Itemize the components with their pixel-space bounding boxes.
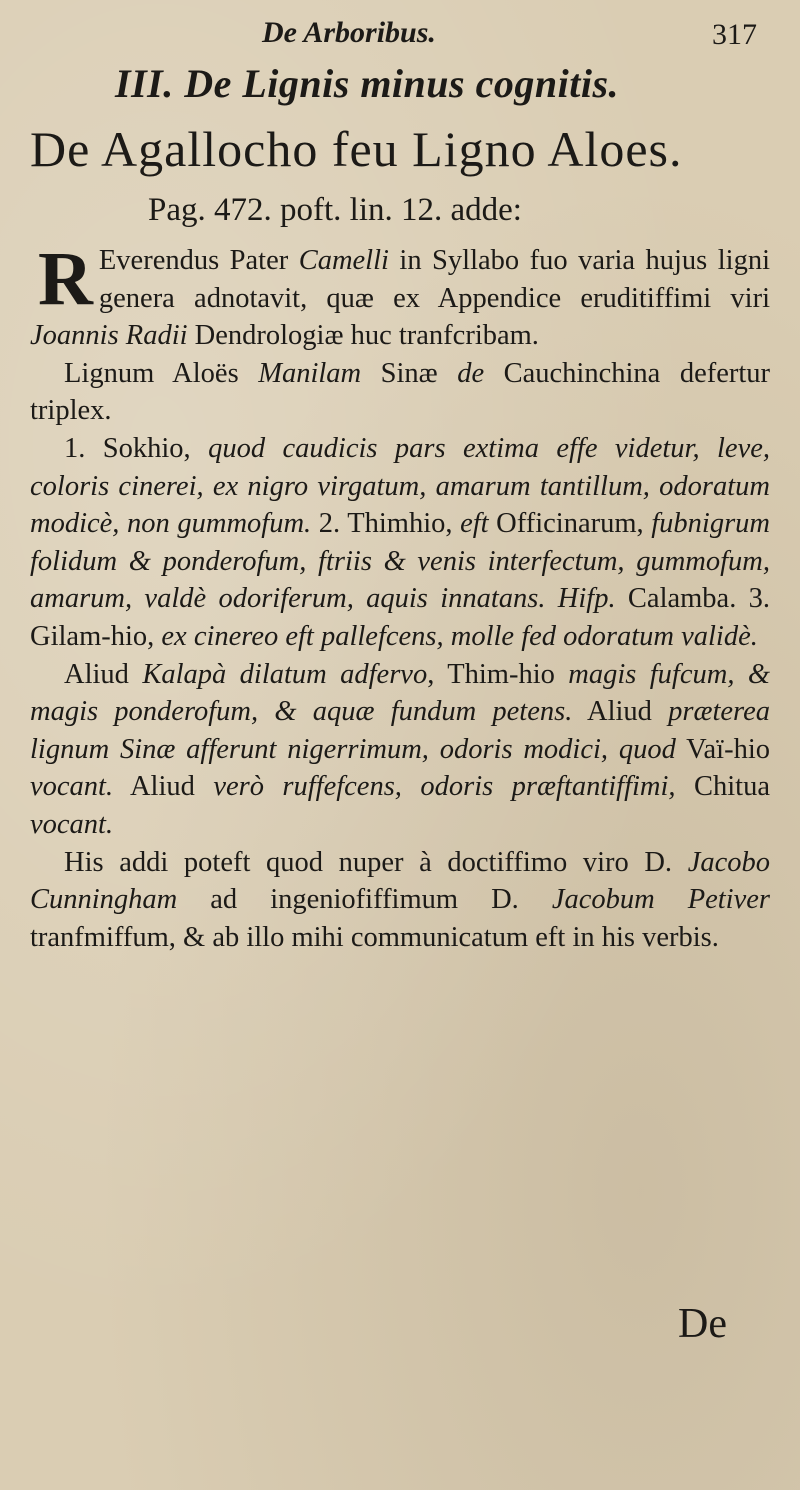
paragraph-5: [30, 844, 770, 957]
paragraph-1: [30, 237, 770, 355]
catchword: De: [678, 1301, 727, 1347]
body-text: [30, 237, 771, 956]
text-span: Vaï-hio: [675, 733, 771, 765]
text-span-italic: fubnigrum folidum & ponderofum, ftriis & venis interfectum, gummofum, amarum, valdè odoriferum, aquis innatans. Hifp.: [30, 508, 771, 615]
page-header: [0, 10, 800, 50]
text-span: 1. Sokhio,: [64, 432, 209, 464]
text-span: Sinæ: [361, 357, 458, 389]
running-head: De Arboribus.: [262, 16, 436, 49]
paragraph-4: [30, 656, 770, 844]
text-span: Dendrologiæ huc tranfcribam.: [187, 320, 539, 352]
text-span: tranfmiffum, & ab illo mihi communicatum eft in his verbis.: [30, 921, 719, 953]
text-span: Calamba. 3. Gilam-hio,: [30, 583, 771, 652]
text-span: Aliud: [572, 696, 669, 728]
text-span: Lignum Aloës: [64, 357, 259, 389]
text-span: in Syllabo fuo varia hujus ligni genera adnotavit, quæ ex Appendice eruditiffimi viri: [98, 245, 770, 314]
text-span-italic: Kalapà dilatum adfervo: [142, 658, 428, 690]
chapter-title: De Agallocho feu Ligno Aloes.: [30, 121, 683, 177]
section-heading: III. De Lignis minus cognitis.: [115, 61, 620, 106]
text-span: , Thim-hio: [427, 658, 569, 690]
text-span-italic: vocant.: [30, 771, 114, 803]
text-span: 2. Thimhio,: [311, 508, 461, 540]
text-span: ad ingeniofiffimum D.: [177, 884, 552, 916]
text-span: His addi poteft quod nuper à doctiffimo viro D.: [64, 846, 688, 878]
text-span-italic: ex cinereo eft pallefcens, molle fed odoratum validè.: [161, 620, 758, 652]
page-number: 317: [712, 18, 757, 51]
text-span-italic: quod caudicis pars extima effe videtur, leve, coloris cinerei, ex nigro virgatum, amarum tantillum, odoratum modicè, non gummofum.: [30, 432, 770, 540]
text-span-italic: præterea lignum Sinæ afferunt nigerrimum, odoris modici, quod: [30, 696, 770, 765]
text-span: Everendus Pater: [98, 245, 299, 276]
drop-cap: R: [38, 237, 93, 321]
text-span-italic: vocant.: [30, 808, 114, 840]
text-span: Chitua: [675, 771, 770, 803]
text-span: Cauchinchina defertur triplex.: [30, 357, 771, 427]
text-span-italic: Jacobum Petiver: [551, 884, 770, 916]
text-span-italic: eft: [460, 508, 489, 540]
text-span-italic: de: [457, 357, 485, 389]
paragraph-2: [30, 355, 770, 430]
text-span-italic: Jacobo Cunningham: [30, 846, 770, 916]
text-span: Officinarum,: [488, 508, 652, 540]
text-span: Aliud: [113, 771, 214, 803]
text-span-italic: verò ruffefcens, odoris præftantiffimi,: [213, 771, 676, 803]
text-span-italic: Camelli: [298, 245, 389, 276]
page-reference: Pag. 472. poft. lin. 12. adde:: [148, 192, 522, 228]
paragraph-3: [30, 430, 770, 656]
text-span-italic: Joannis Radii: [30, 320, 188, 352]
text-span: Aliud: [64, 658, 143, 690]
text-span-italic: magis fufcum, & magis ponderofum, & aquæ fundum petens.: [30, 658, 771, 728]
text-span-italic: Manilam: [258, 357, 362, 389]
